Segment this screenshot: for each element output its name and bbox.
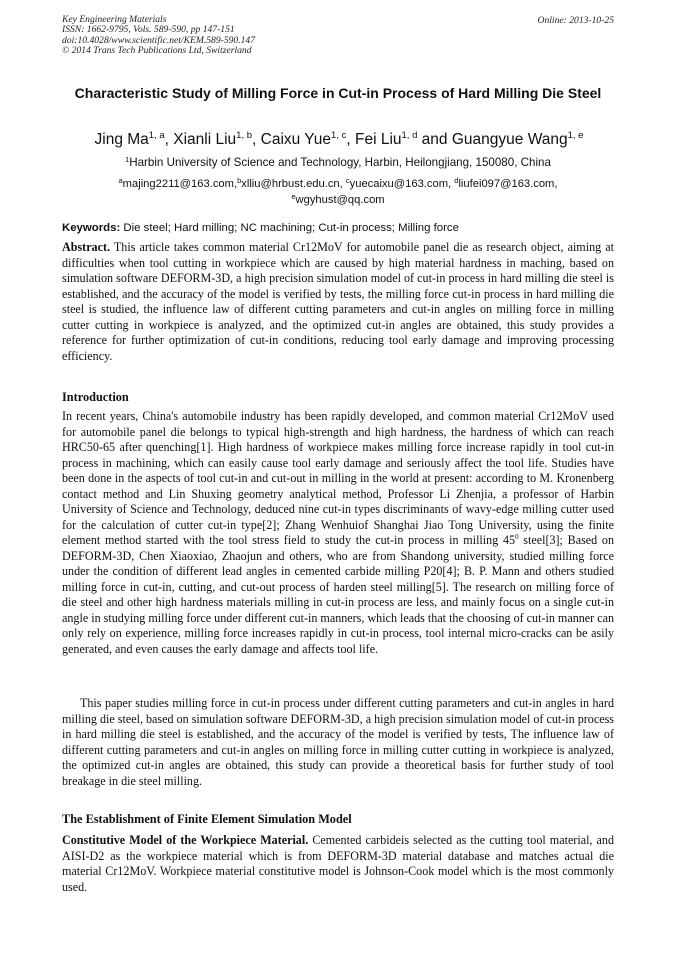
email-list — [62, 177, 614, 208]
author-name: Caixu Yue — [260, 131, 332, 148]
degree-superscript: 0 — [515, 533, 519, 541]
email-address[interactable]: xlliu@hrbust.edu.cn, — [241, 178, 346, 190]
subsection-text: Cemented carbideis selected as the cutting tool material, and AISI-D2 as the workpiece material which is from DEFORM-3D material database and matches actual die material Cr12MoV. Workpiece material constitutive model is Johnson-Cook model which is the most commonly used. — [62, 833, 614, 894]
author-list — [40, 130, 638, 150]
paper-title: Characteristic Study of Milling Force in Cut-in Process of Hard Milling Die Steel — [74, 85, 602, 101]
author-superscript: 1, a — [148, 130, 165, 141]
doi-line: doi:10.4028/www.scientific.net/KEM.589-590.147 — [62, 34, 256, 46]
email-address[interactable]: majing2211@163.com, — [122, 178, 238, 190]
abstract-text: This article takes common material Cr12MoV for automobile panel die as research object, aiming at difficulties when tool cutting in workpiece which are caused by high material hardness in maching, based on simulation software DEFORM-3D, a high precision simulation model of cut-in process in hard milling die steel is established, and the accuracy of the model is verified by tests, the milling force cut-in process in hard milling die steel is studied, the influence law of different cutting parameters and cut-in angles on milling force in milling cutter cutting in workpiece is analyzed, and the optimized cut-in angles are obtained, this study provides a reference for further optimization of cut-in conditions, reducing tool early damage and improving processing efficiency. — [62, 240, 614, 363]
keywords — [62, 221, 614, 235]
email-superscript: b — [237, 176, 242, 185]
author-name: Guangyue Wang — [451, 131, 568, 148]
author-superscript: 1, e — [567, 130, 584, 141]
introduction-heading: Introduction — [62, 390, 129, 404]
abstract — [62, 240, 614, 364]
author-separator: , — [346, 131, 355, 148]
email-address[interactable]: liufei097@163.com, — [458, 178, 558, 190]
online-date: Online: 2013-10-25 — [537, 15, 614, 26]
email-superscript: e — [291, 191, 296, 201]
intro-p1-text-b: steel[3]; Based on DEFORM-3D, Chen Xiaoxiao, Zhaojun and others, who are from Shandong university, studied milling force under the condition of different lead angles in cemented carbide milling P20[4]; B. P. Mann and others studied milling force in cut-in, cutting, and cut-out process of harden steel milling[5]. The research on milling force of die steel and other high hardness materials milling in cut-in process are less, and mainly focus on a single cut-in angle in studying milling force under different cut-in manners, which leads that the choosing of cut-in manner can only rely on experience, milling force increases rapidly in cut-in process, tool internal micro-cracks can be asily generated, and even causes the early damage and affects tool life. — [62, 533, 615, 656]
issn-line: ISSN: 1662-9795, Vols. 589-590, pp 147-151 — [62, 24, 235, 36]
introduction-paragraph-2: This paper studies milling force in cut-in process under different cutting parameters and cut-in angles in hard milling die steel, based on simulation software DEFORM-3D, a high precision simulation model of cut-in process in hard milling die steel is established, and the accuracy of the model is verified by tests, The influence law of different cutting parameters and cut-in angles on milling force in milling cutter cutting in workpiece is analyzed, the optimized cut-in angles are obtained, this study can provide a theoretical basis for further study of tool breakage in die steel milling. — [62, 696, 614, 788]
email-superscript: a — [118, 176, 123, 185]
author-superscript: 1, b — [236, 130, 253, 141]
author-separator: , — [164, 131, 174, 148]
keywords-label: Keywords: — [62, 222, 121, 234]
author-name: Jing Ma — [94, 131, 149, 148]
subsection-label: Constitutive Model of the Workpiece Material. — [62, 833, 309, 847]
keywords-text: Die steel; Hard milling; NC machining; Cut-in process; Milling force — [120, 222, 459, 234]
author-and: and — [417, 131, 452, 148]
journal-header — [62, 15, 255, 57]
affiliation-text: Harbin University of Science and Technology, Harbin, Heilongjiang, 150080, China — [129, 156, 551, 169]
email-address[interactable]: yuecaixu@163.com, — [349, 178, 455, 190]
email-address[interactable]: wgyhust@qq.com — [295, 193, 385, 206]
author-separator: , — [252, 131, 261, 148]
author-superscript: 1, d — [401, 130, 418, 141]
intro-p1-text-a: In recent years, China's automobile industry has been rapidly developed, and common material Cr12MoV used for automobile panel die belongs to typical high-strength and high hardness, the hardness of which can reach HRC50-65 after quenching[1]. High hardness of workpiece makes milling force increase rapidly in tool cut-in process in machining, which can easily cause tool early damage and seriously affect the tool life. Studies have been done in the aspects of tool cut-in and cut-out in milling in the world at present: according to M. Kronenberg contact method and Lin Shuxing geometry analytical method, Professor Li Zhenjia, a professor of Harbin University of Science and Technology, deduced nine cut-in types discriminants of wavy-edge milling cutter used for the calculation of cutter cut-in type[2]; Zhang Wenhuiof Shanghai Jiao Tong University, using the finite element method started with the tool stress field to study the cut-in process in milling 45 — [62, 409, 614, 547]
affiliation — [62, 156, 614, 170]
author-superscript: 1, c — [331, 130, 347, 141]
copyright-line: © 2014 Trans Tech Publications Ltd, Switzerland — [62, 45, 252, 57]
email-superscript: c — [345, 176, 350, 185]
introduction-paragraph-1 — [62, 409, 614, 657]
abstract-label: Abstract. — [62, 240, 111, 254]
section-2-heading: The Establishment of Finite Element Simulation Model — [62, 812, 352, 826]
affiliation-superscript: 1 — [125, 155, 130, 164]
email-superscript: d — [454, 176, 459, 185]
author-name: Fei Liu — [354, 131, 402, 148]
author-name: Xianli Liu — [173, 131, 237, 148]
section-2-paragraph — [62, 833, 614, 895]
journal-name: Key Engineering Materials — [62, 14, 167, 25]
